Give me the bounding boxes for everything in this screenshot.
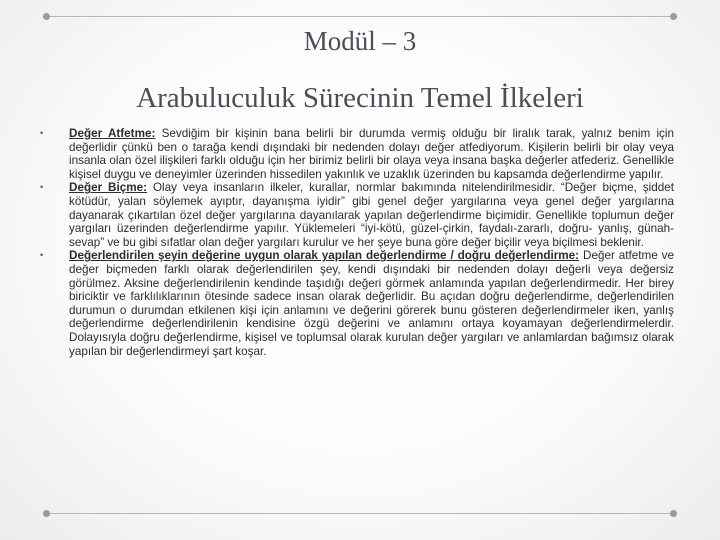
item-term: Değer Biçme: [69,181,148,195]
item-text: Değer atfetme ve değer biçmeden farklı olarak değerlendirilen şey, kendi dışındaki bir nedenden dolayı değerli veya değersiz görülmez. Aksine değerlendirilenin kendinde taşıdığı değeri görmek anlamında yapılan değerlendirmedir. Her birey biriciktir ve farklılıklarının ötesinde sadece insan olarak değerlidir. Bu açıdan doğru değerlendirme, değerlendirilen durumun o durumdan etkilenen kişi için anlamını ve değerini görerek bunu gösteren değerlendirmeler iken, yanlış değerlendirme değerlendirilenin kendisine özgü değerini ve anlamını ortaya koyamayan değerlendirmelerdir. Dolayısıyla doğru değerlendirme, kişisel ve toplumsal olarak kurulan değer yargıları ve anlamlardan bağımsız olarak yapılan bir değerlendirmeyi şart koşar. [69,249,674,358]
item-text: Olay veya insanların ilkeler, kurallar, normlar bakımında nitelendirilmesidir. “Değer biçme, şiddet kötüdür, yalan söylemek ayıptır, dayanışma iyidir” gibi genel değer yargılarına veya genel değer yargılarına dayanarak çıkartılan özel değer yargılarına dayanılarak yapılan değerlendirme biçimidir. Genellikle toplumun değer yargıları üzerinden değerlendirme yapılır. Yüklemeleri “iyi-kötü, güzel-çirkin, faydalı-zararlı, doğru- yanlış, günah-sevap” ve bu gibi sıfatlar olan değer yargıları kurulur ve her şeye buna göre değer biçilir veya biçilmesi beklenir. [69,181,674,249]
bullet: • [40,128,44,138]
frame-top-line [46,16,674,17]
frame-dot-top-left [43,13,50,20]
frame-bottom-line [46,513,674,514]
module-title: Modül – 3 [303,26,417,56]
bullet: • [40,250,44,261]
list-item-deger-atfetme [40,127,674,181]
frame-dot-bottom-right [670,510,677,517]
frame-dot-bottom-left [43,510,50,517]
item-text: Sevdiğim bir kişinin bana belirli bir durumda vermiş olduğu bir liralık tarak, yalnız benim için değerlidir çünkü ben o tarağa kendi dışındaki bir nedenden dolayı değer atfediyorum. Kişilerin belirli bir olay veya insanla olan özel ilişkileri farklı olduğu için her birimiz belirli bir olaya veya insana başka değerler atfederiz. Genellikle kişisel duygu ve deneyimler üzerinden hissedilen yakınlık ve uzaklık üzerinden bu kapsamda değerlendirme yapılır. [69,127,674,181]
content-list [40,127,674,358]
main-title: Arabuluculuk Sürecinin Temel İlkeleri [136,82,584,114]
item-term: Değer Atfetme: [69,127,156,140]
item-term: Değerlendirilen şeyin değerine uygun olarak yapılan değerlendirme / doğru değerlendirme: [69,249,580,263]
list-item-dogru-degerlendirme [40,249,674,358]
bullet: • [40,182,44,193]
frame-dot-top-right [670,13,677,20]
list-item-deger-bicme [40,181,674,249]
